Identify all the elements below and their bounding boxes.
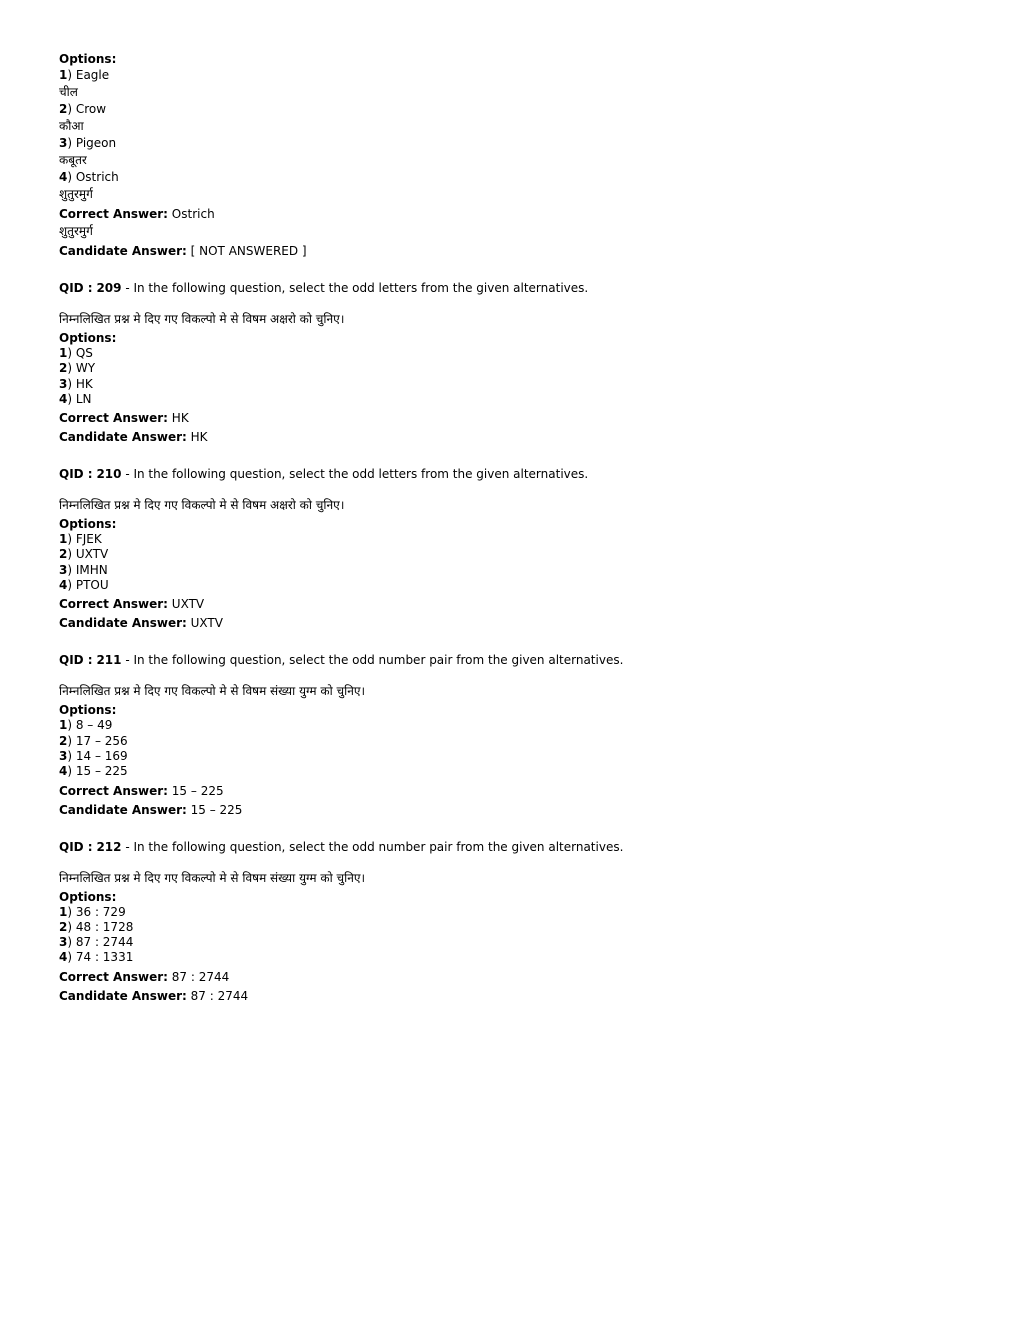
option-item: 2) WY [59, 361, 96, 376]
option-item: 4) 15 – 225 [59, 764, 128, 779]
option-item: 4) PTOU [59, 578, 109, 593]
candidate-answer-value: UXTV [190, 616, 223, 631]
candidate-answer [59, 802, 959, 818]
correct-answer-value: 87 : 2744 [171, 969, 230, 984]
option-text: 36 : 729 [75, 904, 126, 919]
correct-answer-value: HK [171, 411, 189, 426]
question-block [59, 652, 959, 817]
option-number: 3 [59, 136, 68, 150]
correct-answer-value: Ostrich [171, 207, 215, 221]
option-hindi: शुतुरमुर्ग [59, 187, 93, 201]
qid-label: QID : [59, 281, 93, 295]
question-header [59, 652, 959, 668]
correct-answer-value: UXTV [171, 597, 205, 612]
option-text: 48 : 1728 [75, 919, 134, 934]
option-item: 4) 74 : 1331 [59, 950, 134, 965]
option-text: Ostrich [75, 170, 119, 184]
option-item: 1) QS [59, 346, 93, 360]
qid-label: QID : [59, 653, 93, 668]
question-header [59, 839, 959, 855]
options-label: Options: [59, 52, 117, 66]
qid-label: QID : [59, 467, 93, 482]
option-number: 1 [59, 904, 68, 919]
qid-number: 209 [96, 281, 122, 295]
options-label: Options: [59, 703, 117, 718]
option-number: 4 [59, 950, 68, 965]
question-block [59, 466, 959, 631]
option-hindi: चील [59, 85, 78, 99]
option-item: 3) 87 : 2744 [59, 935, 134, 950]
option-text: WY [75, 361, 96, 376]
option-item: 3) HK [59, 376, 93, 391]
option-number: 2 [59, 919, 68, 934]
option-text: UXTV [75, 547, 109, 562]
qid-number: 211 [96, 653, 122, 668]
option-number: 4 [59, 170, 68, 184]
option-number: 3 [59, 376, 68, 391]
option-text: HK [75, 376, 93, 391]
option-text: IMHN [75, 562, 108, 577]
option-number: 3 [59, 562, 68, 577]
option-number: 3 [59, 748, 68, 763]
option-text: 8 – 49 [75, 718, 113, 733]
qid-number: 210 [96, 467, 122, 482]
candidate-answer [59, 988, 959, 1004]
correct-answer-label: Correct Answer: [59, 969, 168, 984]
question-text: - In the following question, select the odd letters from the given alternatives. [125, 281, 589, 295]
option-number: 4 [59, 391, 68, 406]
option-item: 4) Ostrich [59, 170, 119, 184]
option-item: 3) 14 – 169 [59, 748, 128, 763]
option-text: 87 : 2744 [75, 935, 134, 950]
candidate-answer-label: Candidate Answer: [59, 988, 187, 1003]
candidate-answer-value: 87 : 2744 [190, 988, 249, 1003]
option-text: 74 : 1331 [75, 950, 134, 965]
option-number: 2 [59, 102, 68, 116]
candidate-answer [59, 243, 959, 259]
option-number: 3 [59, 935, 68, 950]
candidate-answer-label: Candidate Answer: [59, 244, 187, 258]
correct-answer-label: Correct Answer: [59, 597, 168, 612]
candidate-answer-label: Candidate Answer: [59, 802, 187, 817]
option-item: 1) FJEK [59, 532, 102, 547]
candidate-answer-label: Candidate Answer: [59, 430, 187, 445]
correct-answer-label: Correct Answer: [59, 207, 168, 221]
option-text: FJEK [75, 532, 102, 547]
options-label: Options: [59, 517, 117, 532]
option-number: 4 [59, 764, 68, 779]
correct-answer [59, 410, 959, 426]
question-block [59, 280, 959, 445]
option-text: QS [75, 346, 93, 360]
option-item: 3) IMHN [59, 562, 108, 577]
candidate-answer-value: 15 – 225 [190, 802, 243, 817]
option-number: 2 [59, 733, 68, 748]
option-text: 15 – 225 [75, 764, 128, 779]
option-number: 2 [59, 547, 68, 562]
candidate-answer [59, 615, 959, 631]
option-text: 17 – 256 [75, 733, 128, 748]
question-block [59, 839, 959, 1004]
correct-answer [59, 783, 959, 799]
options-label: Options: [59, 331, 117, 345]
option-text: LN [75, 391, 92, 406]
qid-number: 212 [96, 839, 122, 854]
option-hindi: कौआ [59, 119, 84, 133]
question-text-hindi: निम्नलिखित प्रश्न मे दिए गए विकल्पो मे से विषम संख्या युग्म को चुनिए। [59, 870, 366, 885]
candidate-answer-label: Candidate Answer: [59, 616, 187, 631]
option-item: 3) Pigeon [59, 136, 117, 150]
option-number: 1 [59, 68, 68, 82]
question-text: - In the following question, select the odd number pair from the given alternatives. [125, 839, 624, 854]
options-label: Options: [59, 889, 117, 904]
option-item: 2) Crow [59, 102, 107, 116]
qid-label: QID : [59, 839, 93, 854]
correct-answer-label: Correct Answer: [59, 411, 168, 426]
correct-answer-value: 15 – 225 [171, 783, 224, 798]
candidate-answer-value: HK [190, 430, 208, 445]
option-text: PTOU [75, 578, 109, 593]
candidate-answer [59, 429, 959, 445]
option-item: 1) 8 – 49 [59, 718, 113, 733]
question-text: - In the following question, select the odd number pair from the given alternatives. [125, 653, 624, 668]
option-text: Pigeon [75, 136, 117, 150]
option-text: Crow [75, 102, 107, 116]
option-item: 1) 36 : 729 [59, 904, 126, 919]
option-item: 4) LN [59, 391, 92, 406]
option-item: 1) Eagle [59, 68, 110, 82]
option-hindi: कबूतर [59, 153, 87, 167]
correct-answer-label: Correct Answer: [59, 783, 168, 798]
option-item: 2) 17 – 256 [59, 733, 128, 748]
option-number: 4 [59, 578, 68, 593]
option-number: 2 [59, 361, 68, 376]
question-text-hindi: निम्नलिखित प्रश्न मे दिए गए विकल्पो मे से विषम अक्षरो को चुनिए। [59, 498, 345, 513]
question-header [59, 280, 959, 296]
option-number: 1 [59, 346, 68, 360]
candidate-answer-value: [ NOT ANSWERED ] [190, 244, 307, 258]
option-text: 14 – 169 [75, 748, 128, 763]
option-text: Eagle [75, 68, 110, 82]
option-item: 2) UXTV [59, 547, 109, 562]
correct-answer [59, 206, 959, 222]
correct-answer [59, 596, 959, 612]
question-text: - In the following question, select the odd letters from the given alternatives. [125, 467, 589, 482]
option-number: 1 [59, 718, 68, 733]
prev-question-block [59, 51, 959, 259]
question-text-hindi: निम्नलिखित प्रश्न मे दिए गए विकल्पो मे से विषम अक्षरो को चुनिए। [59, 312, 345, 326]
option-item: 2) 48 : 1728 [59, 919, 134, 934]
correct-answer [59, 969, 959, 985]
question-text-hindi: निम्नलिखित प्रश्न मे दिए गए विकल्पो मे से विषम संख्या युग्म को चुनिए। [59, 684, 366, 699]
correct-answer-hindi: शुतुरमुर्ग [59, 224, 93, 238]
option-number: 1 [59, 532, 68, 547]
question-list [59, 51, 959, 1004]
question-header [59, 466, 959, 482]
